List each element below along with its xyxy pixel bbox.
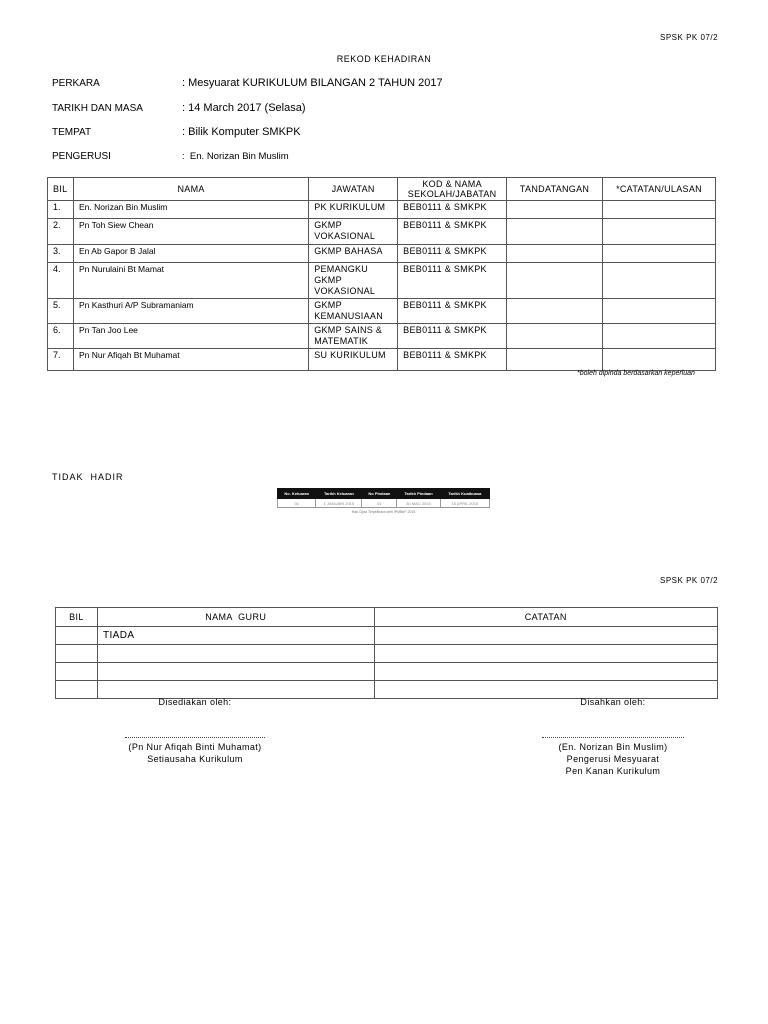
cell-bil: 7. [48, 349, 74, 371]
cell-catatan [603, 324, 716, 349]
cell-catatan [374, 645, 717, 663]
cell-nama: En Ab Gapor B Jalal [73, 245, 308, 263]
table-row [48, 324, 716, 349]
meta-label-tempat: TEMPAT [52, 127, 92, 138]
meta-value-tempat: : Bilik Komputer SMKPK [182, 126, 301, 138]
cell-tandatangan [507, 324, 603, 349]
stamp-header: No Pindaan [362, 489, 397, 499]
cell-jawatan: PK KURIKULUM [309, 201, 398, 219]
stamp-header: No. Keluaran [278, 489, 316, 499]
meta-value-tarikh: : 14 March 2017 (Selasa) [182, 102, 306, 114]
approved-role: Pengerusi Mesyuarat [566, 754, 660, 764]
cell-nama [97, 645, 374, 663]
cell-bil: 2. [48, 219, 74, 245]
cell-catatan [603, 349, 716, 371]
header-nama: NAMA [73, 178, 308, 201]
header-catatan: *CATATAN/ULASAN [603, 178, 716, 201]
absent-table [55, 607, 718, 699]
cell-jawatan: GKMP KEMANUSIAAN [309, 299, 398, 324]
table-row [48, 201, 716, 219]
header-jawatan: JAWATAN [309, 178, 398, 201]
table-row [48, 219, 716, 245]
cell-bil [56, 627, 98, 645]
cell-catatan [603, 299, 716, 324]
document-title: REKOD KEHADIRAN [336, 54, 432, 64]
approved-by-label: Disahkan oleh: [580, 697, 646, 707]
cell-kod: BEB0111 & SMKPK [398, 245, 507, 263]
cell-bil: 4. [48, 263, 74, 299]
cell-nama: En. Norizan Bin Muslim [73, 201, 308, 219]
cell-jawatan: PEMANGKU GKMP VOKASIONAL [309, 263, 398, 299]
document-code: SPSK PK 07/2 [660, 33, 719, 42]
header-bil: BIL [48, 178, 74, 201]
cell-catatan [603, 245, 716, 263]
cell-kod: BEB0111 & SMKPK [398, 219, 507, 245]
absent-heading: TIDAK HADIR [52, 472, 124, 482]
cell-bil: 5. [48, 299, 74, 324]
cell-tandatangan [507, 263, 603, 299]
meta-value-perkara: : Mesyuarat KURIKULUM BILANGAN 2 TAHUN 2017 [182, 77, 443, 89]
cell-jawatan: GKMP SAINS & MATEMATIK [309, 324, 398, 349]
cell-catatan [374, 627, 717, 645]
table-row [48, 263, 716, 299]
cell-catatan [603, 263, 716, 299]
amendment-note: *boleh dipinda berdasarkan keperluan [577, 370, 695, 377]
table-row [48, 299, 716, 324]
document-code-2: SPSK PK 07/2 [660, 576, 719, 585]
stamp-header: Tarikh Pindaan [397, 489, 440, 499]
cell-nama: Pn Kasthuri A/P Subramaniam [73, 299, 308, 324]
stamp-caption: Hak Cipta Terpelihara oleh IPMBeF 2015 [351, 510, 416, 514]
cell-nama: Pn Tan Joo Lee [73, 324, 308, 349]
header-catatan: CATATAN [374, 608, 717, 627]
header-bil: BIL [56, 608, 98, 627]
meta-label-pengerusi: PENGERUSI [52, 151, 111, 162]
approved-signature-line [542, 737, 684, 738]
cell-tandatangan [507, 299, 603, 324]
table-row [48, 245, 716, 263]
cell-nama: TIADA [97, 627, 374, 645]
revision-stamp [277, 488, 490, 514]
cell-nama: Pn Nurulaini Bt Mamat [73, 263, 308, 299]
meta-label-perkara: PERKARA [52, 78, 100, 89]
cell-catatan [603, 201, 716, 219]
header-kod: KOD & NAMA SEKOLAH/JABATAN [398, 178, 507, 201]
prepared-role: Setiausaha Kurikulum [147, 754, 243, 764]
stamp-header: Tarikh Kuatkuasa [440, 489, 489, 499]
stamp-value-row [278, 499, 490, 508]
cell-bil: 1. [48, 201, 74, 219]
approved-name: (En. Norizan Bin Muslim) [558, 742, 668, 752]
table-row [48, 349, 716, 371]
cell-kod: BEB0111 & SMKPK [398, 201, 507, 219]
cell-nama [97, 663, 374, 681]
cell-jawatan: GKMP VOKASIONAL [309, 219, 398, 245]
cell-bil [56, 663, 98, 681]
table-row [56, 645, 718, 663]
cell-nama: Pn Nur Afiqah Bt Muhamat [73, 349, 308, 371]
cell-tandatangan [507, 201, 603, 219]
prepared-by-label: Disediakan oleh: [158, 697, 232, 707]
table-row [56, 627, 718, 645]
table-row [56, 663, 718, 681]
stamp-value: 01 [362, 499, 397, 508]
approved-role-2: Pen Kanan Kurikulum [565, 766, 661, 776]
cell-catatan [374, 663, 717, 681]
cell-tandatangan [507, 245, 603, 263]
cell-tandatangan [507, 349, 603, 371]
absent-header-row [56, 608, 718, 627]
cell-bil: 6. [48, 324, 74, 349]
cell-jawatan: SU KURIKULUM [309, 349, 398, 371]
attendance-table [47, 177, 716, 371]
cell-bil [56, 645, 98, 663]
prepared-signature-line [125, 737, 265, 738]
cell-nama: Pn Toh Siew Chean [73, 219, 308, 245]
stamp-value: 15 APRIL 2015 [440, 499, 489, 508]
stamp-header-row [278, 489, 490, 499]
header-nama-guru: NAMA GURU [97, 608, 374, 627]
cell-kod: BEB0111 & SMKPK [398, 299, 507, 324]
attendance-header-row [48, 178, 716, 201]
meta-value-pengerusi: : En. Norizan Bin Muslim [182, 151, 289, 162]
stamp-value: 01 [278, 499, 316, 508]
cell-kod: BEB0111 & SMKPK [398, 324, 507, 349]
cell-kod: BEB0111 & SMKPK [398, 349, 507, 371]
cell-catatan [603, 219, 716, 245]
cell-bil [56, 681, 98, 699]
stamp-header: Tarikh Keluaran [316, 489, 362, 499]
stamp-value: 30 MAC 2015 [397, 499, 440, 508]
cell-bil: 3. [48, 245, 74, 263]
cell-tandatangan [507, 219, 603, 245]
cell-kod: BEB0111 & SMKPK [398, 263, 507, 299]
meta-label-tarikh: TARIKH DAN MASA [52, 103, 143, 114]
prepared-name: (Pn Nur Afiqah Binti Muhamat) [128, 742, 262, 752]
cell-jawatan: GKMP BAHASA [309, 245, 398, 263]
stamp-value: 1 JANUARI 2015 [316, 499, 362, 508]
header-tandatangan: TANDATANGAN [507, 178, 603, 201]
